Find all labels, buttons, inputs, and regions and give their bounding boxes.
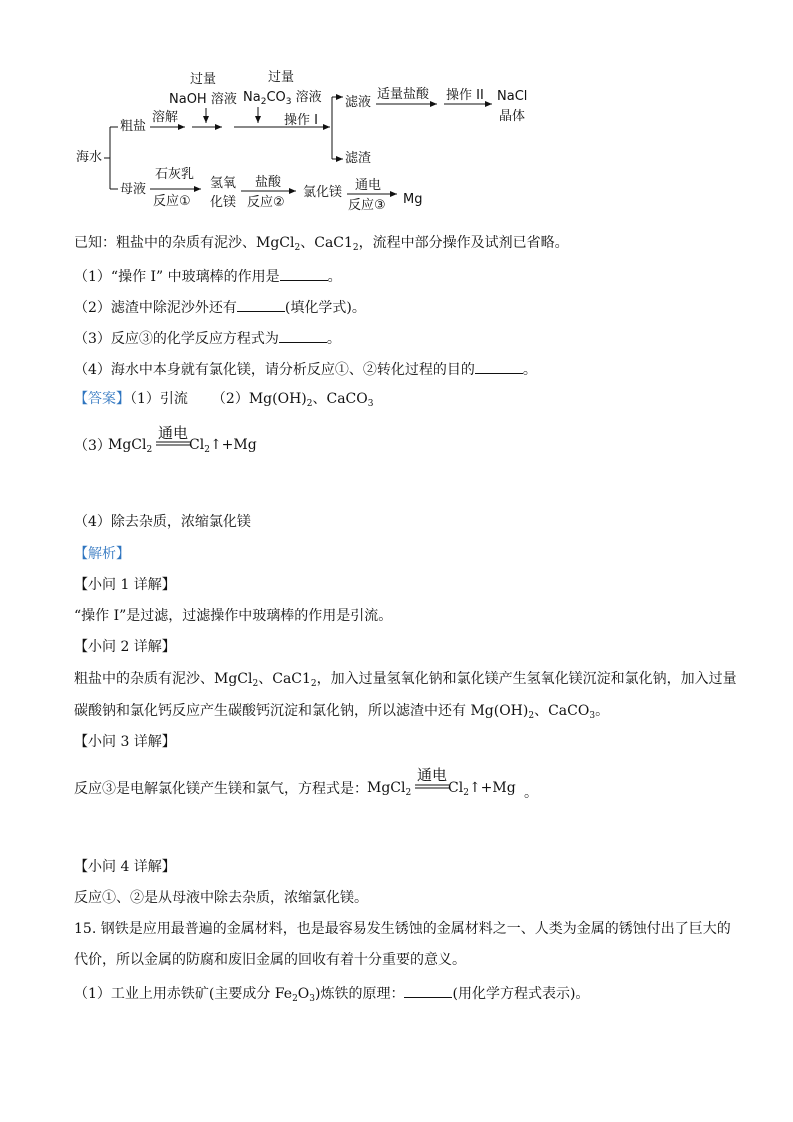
dissolve-label: 溶解	[152, 110, 179, 125]
known-sub2: 2	[352, 243, 359, 253]
na2co3-part-b: CO	[266, 90, 286, 105]
known-sub: 2	[294, 243, 301, 253]
operation-2-label: 操作 II	[446, 88, 484, 103]
answer-blank	[280, 268, 328, 281]
eq-double-line	[415, 784, 449, 790]
answer-3-label: （3）	[74, 438, 111, 454]
answer-blank	[404, 985, 452, 998]
sub2-1-sub2: 2	[310, 679, 317, 689]
analysis-tag: 【解析】	[74, 546, 130, 562]
nacl-label: NaCl	[497, 89, 528, 104]
sub3-title: 【小问 3 详解】	[74, 734, 176, 750]
q3-text: （3）反应③的化学反应方程式为	[74, 331, 279, 347]
q2-text: （2）滤渣中除泥沙外还有	[74, 300, 237, 316]
sub4-text: 反应①、②是从母液中除去杂质，浓缩氯化镁。	[74, 890, 368, 906]
q15-line-1: 15. 钢铁是应用最普遍的金属材料，也是最容易发生锈蚀的金属材料之一、人类为金属的锈蚀付出了巨大的	[74, 921, 731, 937]
eq-right	[448, 780, 516, 798]
sub2-2-a: 碳酸钠和氯化钙反应产生碳酸钙沉淀和氯化钠，所以滤渣中还有 Mg(OH)	[74, 703, 529, 719]
reaction-2-label: 反应②	[247, 195, 285, 210]
answer-blank	[475, 361, 523, 374]
sub1-title: 【小问 1 详解】	[74, 577, 176, 593]
sub2-text-1	[74, 672, 737, 689]
na2co3-part-a: Na	[243, 90, 261, 105]
sub2-1-sub: 2	[252, 679, 259, 689]
eq-right-sub: 2	[463, 788, 469, 798]
eq-left	[367, 780, 411, 798]
sub2-2-b: 、CaCO	[534, 703, 590, 719]
na2co3-solution-label	[243, 91, 322, 107]
na2co3-sub: 2	[260, 97, 267, 107]
reaction-1-label: 反应①	[153, 194, 191, 209]
mg-hydroxide-label-1: 氢氧	[210, 176, 237, 191]
lime-milk-label: 石灰乳	[155, 167, 195, 182]
q4-end: 。	[522, 362, 537, 378]
sub3-end: 。	[524, 785, 538, 801]
electrify-label: 通电	[355, 178, 382, 193]
question-3	[74, 330, 341, 346]
question-4	[74, 361, 537, 377]
sub2-2-c: 。	[595, 703, 610, 719]
eq-left-formula: MgCl	[108, 437, 147, 453]
q15-1-a: （1）工业上用赤铁矿(主要成分 Fe	[74, 986, 293, 1002]
sub3-text: 反应③是电解氯化镁产生镁和氯气，方程式是：	[74, 781, 368, 797]
answer-1: （1）引流	[130, 391, 188, 407]
answer-2-a: （2）Mg(OH)	[211, 391, 307, 407]
mgcl2-label: 氯化镁	[303, 185, 343, 200]
eq-left-sub: 2	[146, 445, 153, 455]
known-info	[74, 236, 569, 253]
answer-2-sub2: 3	[367, 399, 374, 409]
answer-2-b: 、CaCO	[312, 391, 368, 407]
q15-1-b: O	[297, 986, 310, 1002]
q4-text: （4）海水中本身就有氯化镁，请分析反应①、②转化过程的目的	[74, 362, 475, 378]
known-text-c: ，流程中部分操作及试剂已省略。	[358, 235, 569, 251]
eq-left-sub: 2	[405, 788, 412, 798]
q15-line-2: 代价，所以金属的防腐和废旧金属的回收有着十分重要的意义。	[74, 952, 466, 968]
q2-end: (填化学式)。	[284, 300, 366, 316]
crude-salt-label: 粗盐	[120, 119, 147, 134]
sub1-text: “操作 I”是过滤，过滤操作中玻璃棒的作用是引流。	[74, 608, 393, 624]
sub2-1-c: ，加入过量氢氧化钠和氯化镁产生氢氧化镁沉淀和氯化钠，加入过量	[316, 671, 737, 687]
residue-label: 滤渣	[345, 151, 372, 166]
reaction-3-label: 反应③	[348, 198, 386, 213]
excess-label-1: 过量	[190, 72, 217, 87]
question-1	[74, 268, 342, 284]
eq-condition: 通电	[158, 424, 189, 442]
q15-1-sub2: 3	[309, 994, 316, 1004]
q1-text: （1）“操作 I” 中玻璃棒的作用是	[74, 269, 280, 285]
q3-end: 。	[326, 331, 341, 347]
sub2-1-b: 、CaC1	[258, 671, 311, 687]
answer-blank	[279, 330, 327, 343]
q1-end: 。	[327, 269, 342, 285]
q15-question-1	[74, 985, 589, 1004]
answer-tag: 【答案】	[74, 391, 130, 407]
eq-double-line	[156, 441, 190, 447]
na2co3-part-c: 溶液	[291, 90, 322, 105]
q15-1-sub: 2	[292, 994, 298, 1004]
operation-1-label: 操作 I	[284, 113, 318, 128]
proper-hcl-label: 适量盐酸	[377, 87, 430, 102]
known-text-a: 已知：粗盐中的杂质有泥沙、MgCl	[74, 235, 295, 251]
eq-left	[108, 437, 152, 455]
filtrate-label: 滤液	[345, 95, 372, 110]
mg-hydroxide-label-2: 化镁	[210, 195, 237, 210]
question-2	[74, 299, 366, 315]
sub2-1-a: 粗盐中的杂质有泥沙、MgCl	[74, 671, 253, 687]
answer-4: （4）除去杂质，浓缩氯化镁	[74, 514, 251, 530]
q15-1-c: )炼铁的原理：	[315, 986, 405, 1002]
eq-right	[189, 437, 257, 455]
naoh-solution-label: NaOH 溶液	[169, 92, 237, 107]
answer-blank	[237, 299, 285, 312]
crystal-label: 晶体	[499, 109, 526, 124]
sub2-2-sub: 2	[528, 711, 535, 721]
hcl-label: 盐酸	[255, 175, 282, 190]
known-text-b: 、CaC1	[300, 235, 353, 251]
eq-right-tail: ↑+Mg	[209, 437, 257, 453]
sub4-title: 【小问 4 详解】	[74, 859, 176, 875]
eq-right-formula: Cl	[448, 780, 464, 796]
eq-right-formula: Cl	[189, 437, 205, 453]
na2co3-sub2: 3	[285, 97, 292, 107]
q15-1-d: (用化学方程式表示)。	[452, 986, 590, 1002]
sub2-text-2	[74, 704, 609, 721]
mg-label: Mg	[403, 192, 423, 207]
answer-line	[74, 392, 373, 409]
seawater-label: 海水	[76, 150, 103, 165]
eq-condition: 通电	[417, 766, 448, 784]
answer-2-sub: 2	[306, 399, 313, 409]
sub2-2-sub2: 3	[589, 711, 596, 721]
eq-right-sub: 2	[204, 445, 210, 455]
eq-right-tail: ↑+Mg	[468, 780, 516, 796]
mother-liquor-label: 母液	[120, 182, 147, 197]
flow-diagram-lines	[0, 0, 793, 230]
excess-label-2: 过量	[268, 70, 295, 85]
sub2-title: 【小问 2 详解】	[74, 639, 176, 655]
eq-left-formula: MgCl	[367, 780, 406, 796]
